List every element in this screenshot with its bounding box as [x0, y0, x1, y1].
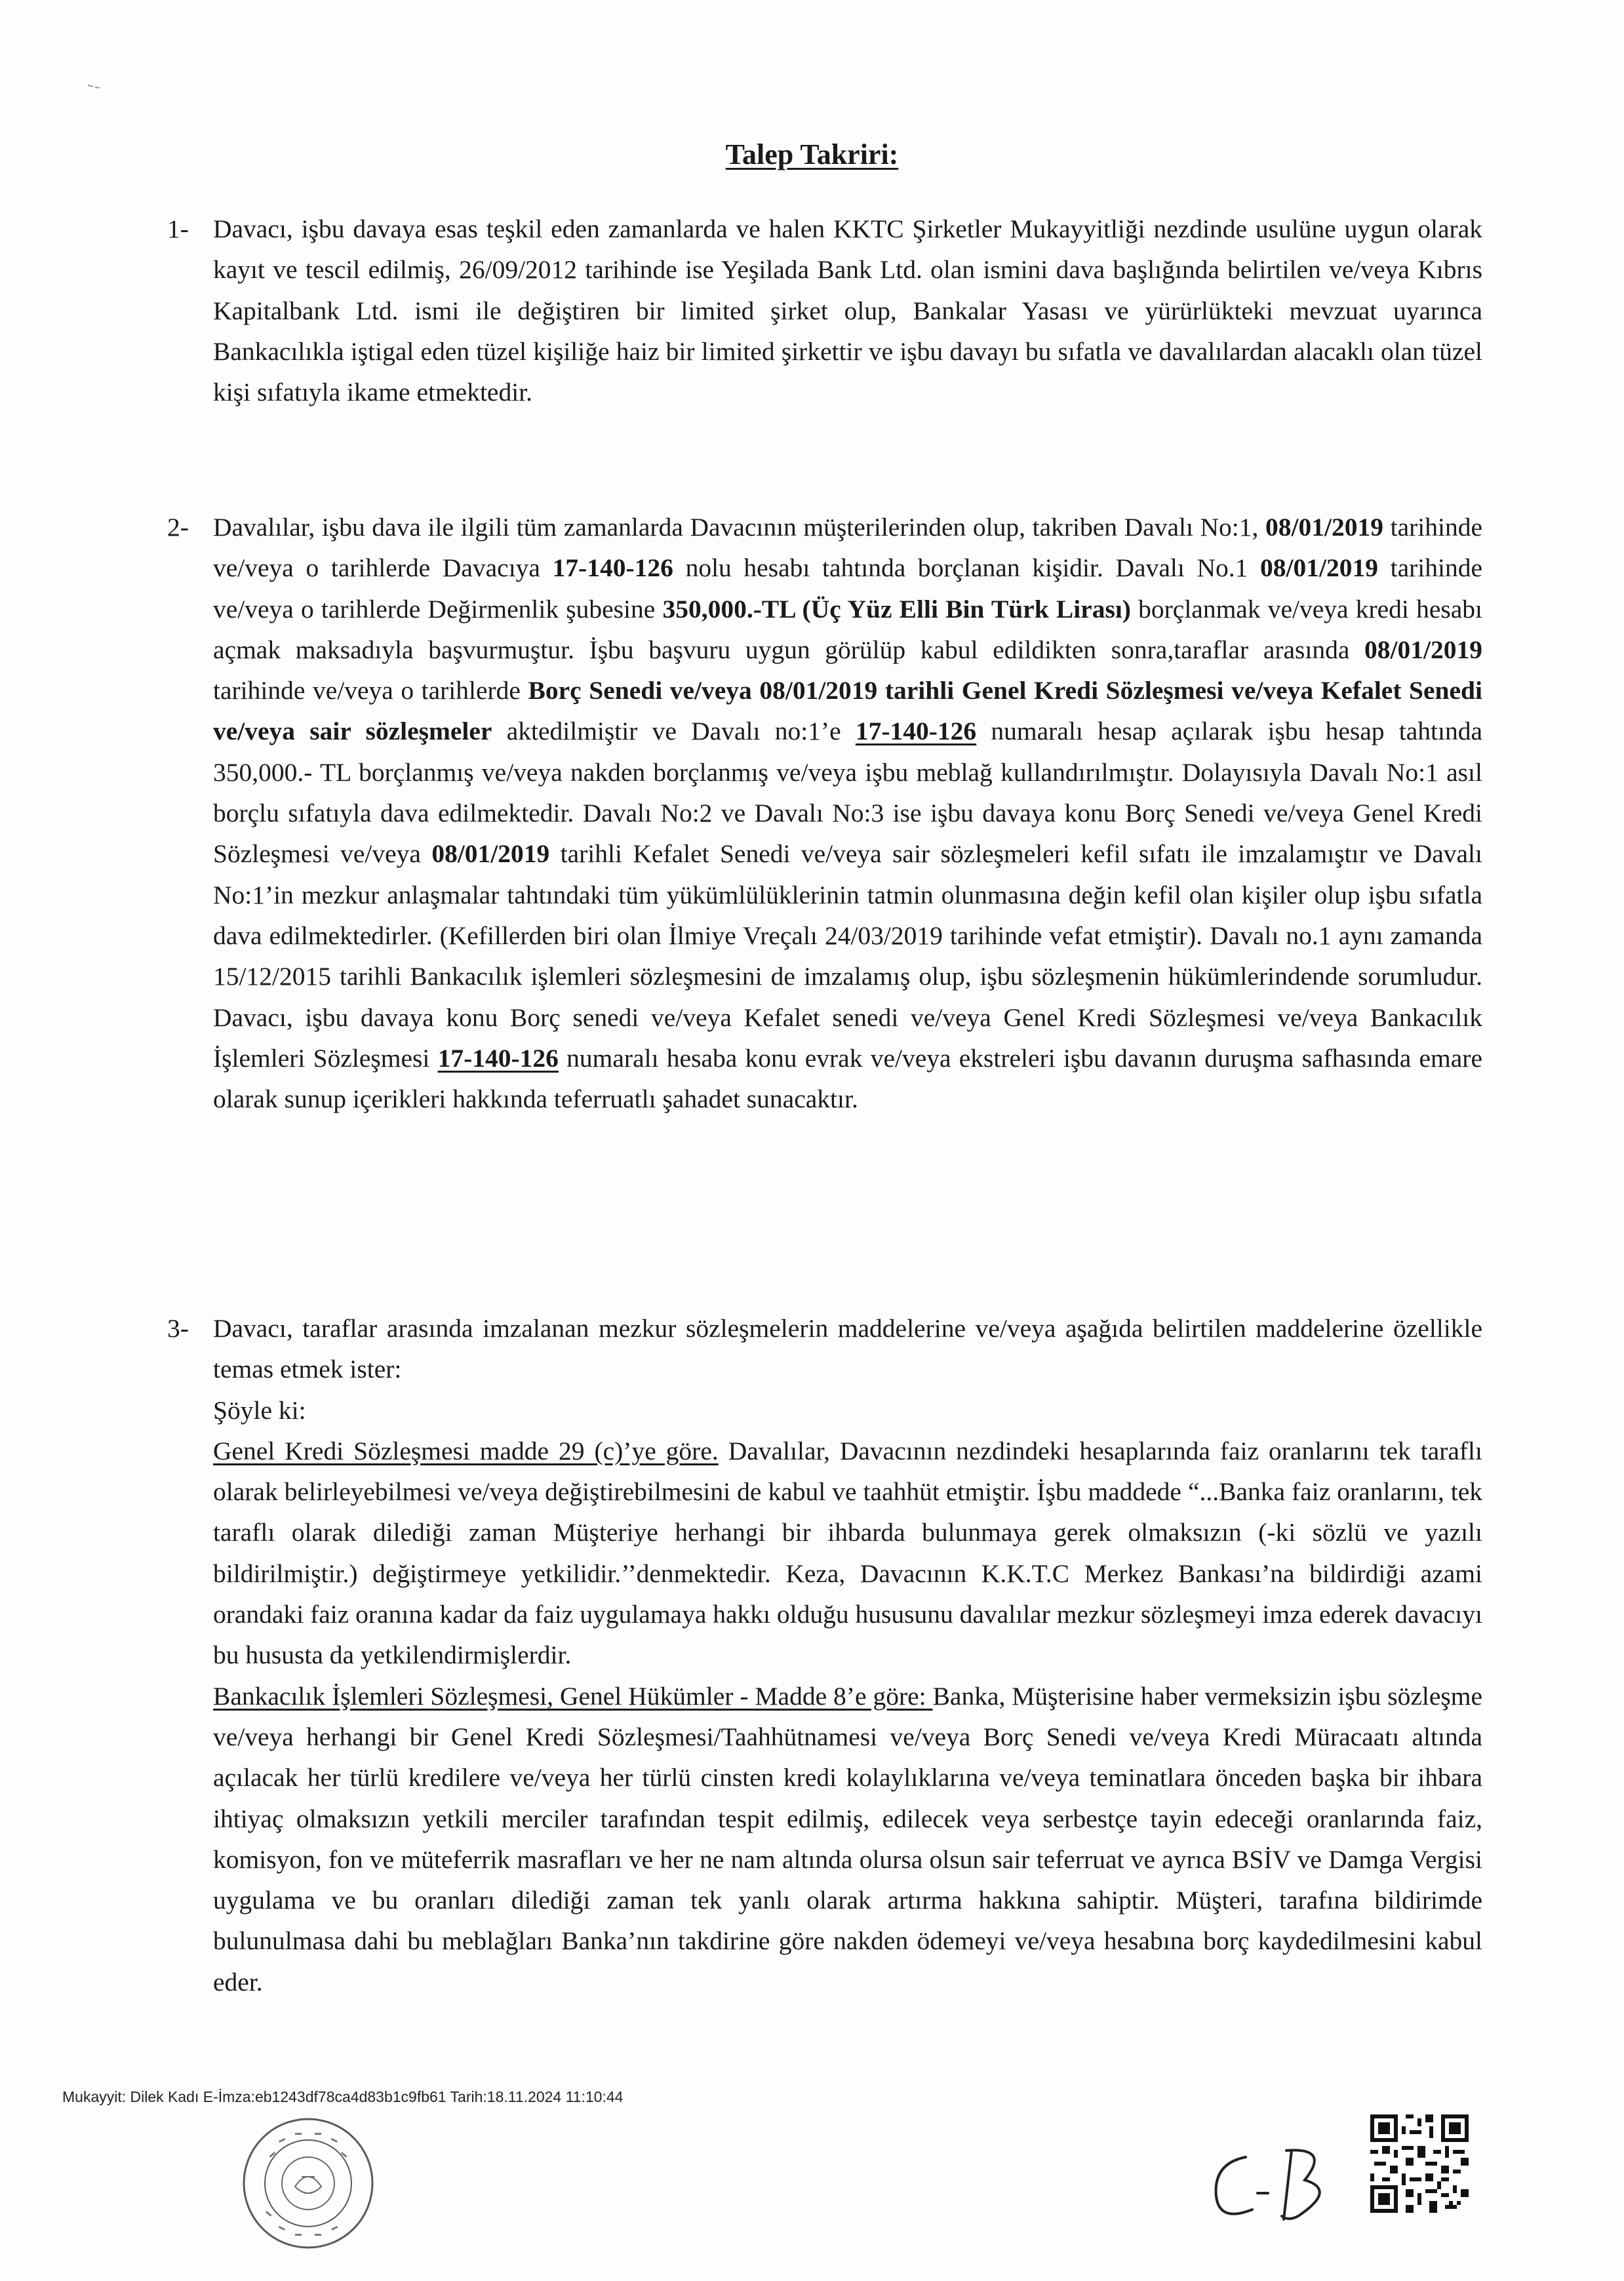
qr-code-icon	[1370, 2114, 1469, 2213]
clause-heading: Bankacılık İşlemleri Sözleşmesi, Genel Hükümler - Madde 8’e göre:	[213, 1681, 933, 1711]
item-number: 3-	[167, 1314, 189, 1343]
item-text: Davacı, işbu davaya esas teşkil eden zamanlarda ve halen KKTC Şirketler Mukayyitliği nezdinde usulüne uygun olarak kayıt ve tescil edilmiş, 26/09/2012 tarihinde ise Yeşilada Bank Ltd. olan ismini dava başlığında belirtilen ve/veya Kıbrıs Kapitalbank Ltd. ismi ile değiştiren bir limited şirket olup, Bankalar Yasası ve yürürlükteki mevzuat uyarınca Bankacılıkla iştigal eden tüzel kişiliğe haiz bir limited şirkettir ve işbu davayı bu sıfatla ve davalılardan alacaklı olan tüzel kişi sıfatıyla ikame etmektedir.	[213, 214, 1482, 407]
page-title: Talep Takriri:	[725, 138, 899, 170]
e-signature-line: Mukayyit: Dilek Kadı E-İmza:eb1243df78ca4d83b1c9fb61 Tarih:18.11.2024 11:10:44	[62, 2088, 624, 2105]
item-number: 1-	[167, 214, 189, 243]
soyle-ki: Şöyle ki:	[213, 1395, 306, 1425]
item-text: Davalılar, işbu dava ile ilgili tüm zamanlarda Davacının müşterilerinden olup, takriben Davalı No:1, 08/01/2019 tarihinde ve/veya o tarihlerde Davacıya 17-140-126 nolu hesabı tahtında borçlanan kişidir. Davalı No.1 08/01/2019 tarihinde ve/veya o tarihlerde Değirmenlik şubesine 350,000.-TL (Üç Yüz Elli Bin Türk Lirası) borçlanmak ve/veya kredi hesabı açmak maksadıyla başvurmuştur. İşbu başvuru uygun görülüp kabul edildikten sonra,taraflar arasında 08/01/2019 tarihinde ve/veya o tarihlerde Borç Senedi ve/veya 08/01/2019 tarihli Genel Kredi Sözleşmesi ve/veya Kefalet Senedi ve/veya sair sözleşmeler aktedilmiştir ve Davalı no:1’e 17-140-126 numaralı hesap açılarak işbu hesap tahtında 350,000.- TL borçlanmış ve/veya nakden borçlanmış ve/veya işbu meblağ kullandırılmıştır. Dolayısıyla Davalı No:1 asıl borçlu sıfatıyla dava edilmektedir. Davalı No:2 ve Davalı No:3 ise işbu davaya konu Borç Senedi ve/veya Genel Kredi Sözleşmesi ve/veya 08/01/2019 tarihli Kefalet Senedi ve/veya sair sözleşmeleri kefil sıfatı ile imzalamıştır ve Davalı No:1’in mezkur anlaşmalar tahtındaki tüm yükümlülüklerinin tatmin olunmasına değin kefil olan kişiler olup işbu sıfatla dava edilmektedirler. (Kefillerden biri olan İlmiye Vreçalı 24/03/2019 tarihinde vefat etmiştir). Davalı no.1 aynı zamanda 15/12/2015 tarihli Bankacılık işlemleri sözleşmesini de imzalamış olup, işbu sözleşmenin hükümlerindende sorumludur. Davacı, işbu davaya konu Borç senedi ve/veya Kefalet senedi ve/veya Genel Kredi Sözleşmesi ve/veya Bankacılık İşlemleri Sözleşmesi 17-140-126 numaralı hesaba konu evrak ve/veya ekstreleri işbu davanın duruşma safhasında emare olarak sunup içerikleri hakkında teferruatlı şahadet sunacaktır.	[213, 513, 1482, 1114]
clause-heading: Genel Kredi Sözleşmesi madde 29 (c)’ye göre.	[213, 1436, 719, 1465]
scan-speck-mark	[85, 79, 105, 92]
official-seal-icon	[239, 2114, 377, 2252]
signature-image	[1200, 2131, 1344, 2229]
item-number: 2-	[167, 513, 189, 542]
item-text: Davacı, taraflar arasında imzalanan mezkur sözleşmelerin maddelerine ve/veya aşağıda belirtilen maddelerine özellikle temas etmek ister: Şöyle ki: Genel Kredi Sözleşmesi madde 29 (c)’ye göre. Davalılar, Davacının nezdindeki hesaplarında faiz oranlarını tek taraflı olarak belirleyebilmesi ve/veya değiştirebilmesini de kabul ve taahhüt etmiştir. İşbu maddede “...Banka faiz oranlarını, tek taraflı olarak dilediği zaman Müşteriye herhangi bir ihbarda bulunmaya gerek olmaksızın (-ki sözlü ve yazılı bildirilmiştir.) değiştirmeye yetkilidir.’’denmektedir. Keza, Davacının K.K.T.C Merkez Bankası’na bildirdiği azami orandaki faiz oranına kadar da faiz uygulamaya hakkı olduğu hususunu davalılar mezkur sözleşmeyi imza ederek davacıyı bu hususta da yetkilendirmişlerdir. Bankacılık İşlemleri Sözleşmesi, Genel Hükümler - Madde 8’e göre: Banka, Müşterisine haber vermeksizin işbu sözleşme ve/veya herhangi bir Genel Kredi Sözleşmesi/Taahhütnamesi ve/veya Borç Senedi ve/veya Kredi Müracaatı altında açılacak her türlü kredilere ve/veya her türlü cinsten kredi kolaylıklarına ve/veya teminatlara önceden başka bir ihbara ihtiyaç olmaksızın yetkili merciler tarafından tespit edilmiş, edilecek veya serbestçe tayin edeceği oranlarında faiz, komisyon, fon ve müteferrik masrafları ve her ne nam altında olursa olsun sair teferruat ve ayrıca BSİV ve Damga Vergisi uygulama ve bu oranları dilediği zaman tek yanlı olarak artırma hakkına sahiptir. Müşteri, tarafına bildirimde bulunulmasa dahi bu meblağları Banka’nın takdirine göre nakden ödemeyi ve/veya hesabına borç kaydedilmesini kabul eder.	[213, 1314, 1483, 1996]
